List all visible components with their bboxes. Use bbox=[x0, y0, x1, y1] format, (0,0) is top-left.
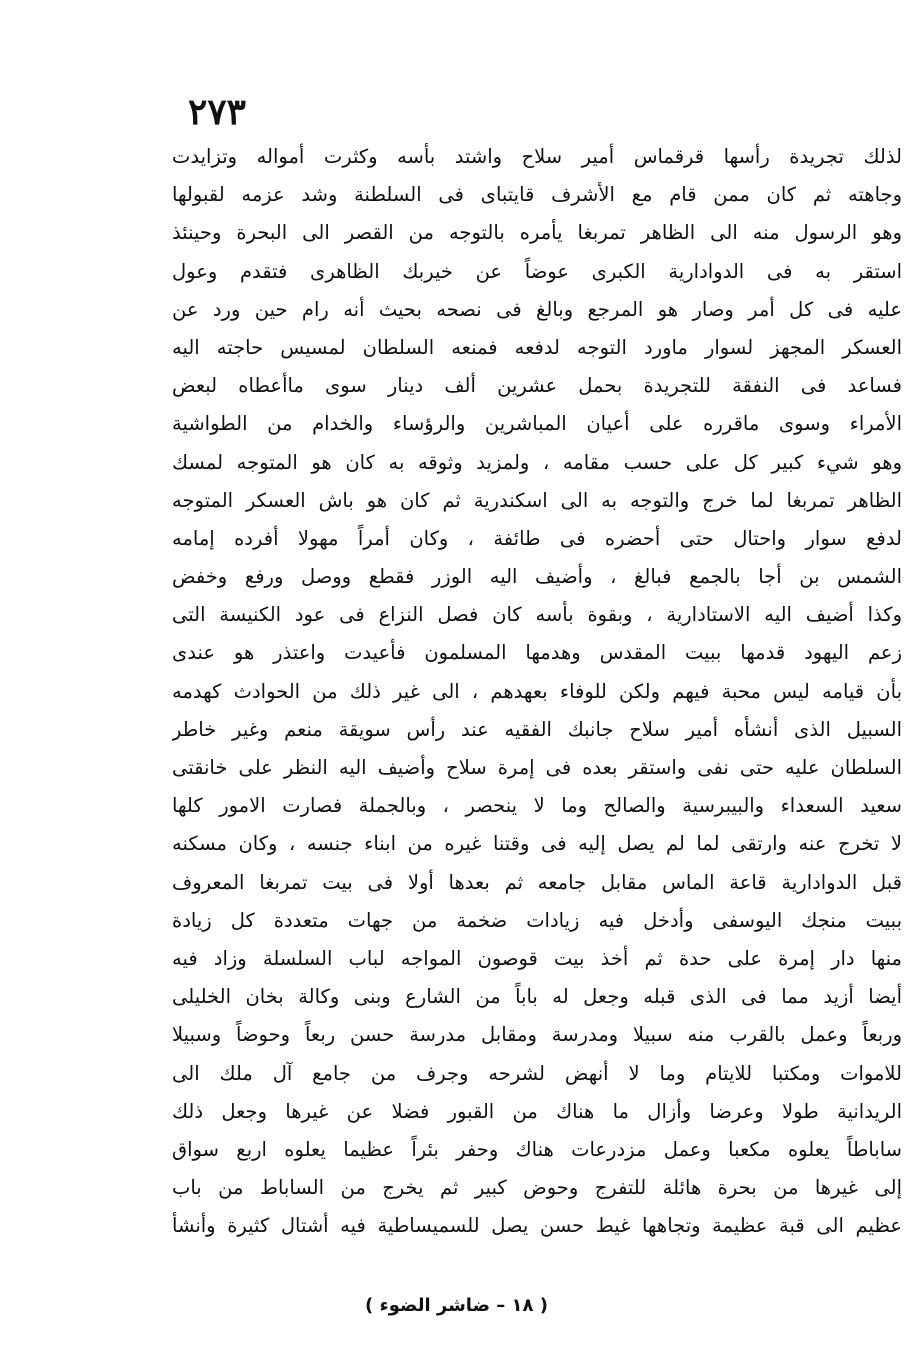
text-line: عليه فى كل أمر وصار هو المرجع وبالغ فى نصحه بحيث أنه رام حين ورد عن bbox=[172, 297, 902, 321]
text-line: ساباطاً يعلوه مكعبا وعمل مزدرعات هناك وحفر بئراً عظيما يعلوه اربع سواق bbox=[172, 1137, 902, 1161]
text-line: لدفع سوار واحتال حتى أحضره فى طائفة ، وكان أمراً مهولا أفرده إمامه bbox=[172, 526, 902, 550]
text-line: وهو شيء كبير كل على حسب مقامه ، ولمزيد وثوقه به كان هو المتوجه لمسك bbox=[172, 450, 902, 474]
text-line: العسكر المجهز لسوار ماورد التوجه لدفعه فمنعه السلطان لمسيس حاجته اليه bbox=[172, 335, 902, 359]
text-line: وكذا أضيف اليه الاستادارية ، وبقوة بأسه كان فصل النزاع فى عود الكنيسة التى bbox=[172, 603, 902, 627]
text-line: عظيم الى قبة عظيمة وتجاهها غيط حسن يصل للسميساطية فيه أشتال كثيرة وأنشأ bbox=[172, 1214, 902, 1238]
text-line: الشمس بن أجا بالجمع فبالغ ، وأضيف اليه الوزر فقطع ووصل ورفع وخفض bbox=[172, 565, 902, 589]
text-line: فساعد فى النفقة للتجريدة بحمل عشرين ألف دينار سوى ماأعطاه لبعض bbox=[172, 374, 902, 398]
text-line: الريدانية طولا وعرضا وأزال ما هناك من القبور فضلا عن غيرها وجعل ذلك bbox=[172, 1099, 902, 1123]
text-line: استقر به فى الدوادارية الكبرى عوضاً عن خيربك الظاهرى فتقدم وعول bbox=[172, 259, 902, 283]
signature-footer: ( ١٨ – ضاشر الضوء ) bbox=[365, 1295, 548, 1316]
text-line: لا تخرج عنه وارتقى لما لم يصل إليه فى وقتنا غيره من ابناء جنسه ، وكان مسكنه bbox=[172, 832, 902, 856]
text-line: بأن قيامه ليس محبة فيهم ولكن للوفاء بعهدهم ، الى غير ذلك من الحوادث كهدمه bbox=[172, 679, 902, 703]
text-line: وهو الرسول منه الى الظاهر تمربغا يأمره بالتوجه من القصر الى البحرة وحينئذ bbox=[172, 221, 902, 245]
text-line: قبل الدوادارية قاعة الماس مقابل جامعه ثم بعدها أولا فى بيت تمربغا المعروف bbox=[172, 870, 902, 894]
text-line: السلطان عليه حتى نفى واستقر بعده فى إمرة سلاح وأضيف اليه النظر على خانقتى bbox=[172, 756, 902, 779]
text-line: لذلك تجريدة رأسها قرقماس أمير سلاح واشتد بأسه وكثرت أمواله وتزايدت bbox=[172, 145, 902, 168]
text-line: إلى غيرها من بحرة هائلة للتفرج وحوض كبير ثم يخرج من الساباط من باب bbox=[172, 1176, 902, 1200]
body-text bbox=[172, 138, 902, 1245]
text-line: منها دار إمرة على حدة ثم أخذ بيت قوصون المواجه لباب السلسلة وزاد فيه bbox=[172, 946, 902, 970]
text-line: سعيد السعداء والبيبرسية والصالح وما لا ينحصر ، وبالجملة فصارت الامور كلها bbox=[172, 794, 902, 818]
text-line: ببيت منجك اليوسفى وأدخل فيه زيادات ضخمة من جهات متعددة كل زيادة bbox=[172, 908, 902, 932]
text-line: للاموات ومكتبا للايتام وما لا أنهض لشرحه وجرف من جامع آل ملك الى bbox=[172, 1061, 902, 1085]
text-line: وربعاً وعمل بالقرب منه سبيلا ومدرسة ومقابل مدرسة حسن ربعاً وحوضاً وسبيلا bbox=[172, 1023, 902, 1047]
text-line: وجاهته ثم كان ممن قام مع الأشرف قايتباى فى السلطنة وشد عزمه لقبولها bbox=[172, 183, 902, 207]
text-line: السبيل الذى أنشأه أمير سلاح جانبك الفقيه عند رأس سويقة منعم وغير خاطر bbox=[172, 717, 902, 741]
text-line: زعم اليهود قدمها ببيت المقدس وهدمها المسلمون فأعيدت واعتذر هو عندى bbox=[172, 641, 902, 665]
text-line: أيضا أزيد مما فى الذى قبله وجعل له باباً من الشارع وبنى وكالة بخان الخليلى bbox=[172, 985, 902, 1009]
text-line: الأمراء وسوى ماقرره على أعيان المباشرين والرؤساء والخدام من الطواشية bbox=[172, 412, 902, 436]
text-line: الظاهر تمربغا لما خرج والتوجه به الى اسكندرية ثم كان هو باش العسكر المتوجه bbox=[172, 488, 902, 512]
page-number: ٢٧٣ bbox=[188, 91, 247, 133]
